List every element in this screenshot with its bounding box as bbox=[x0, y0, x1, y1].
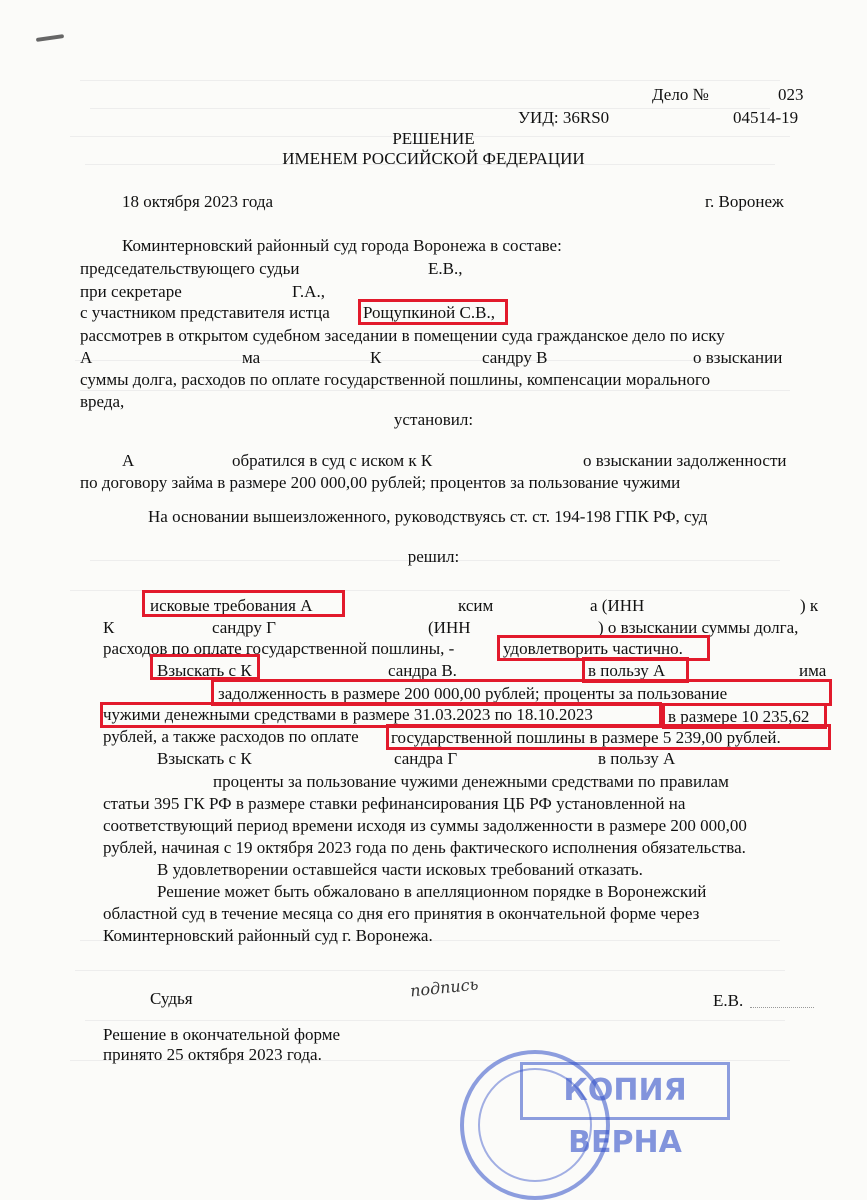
judge-signature-initials: Е.В. bbox=[713, 991, 744, 1010]
participant-name: Рощупкиной С.В., bbox=[363, 303, 495, 322]
ruling-fees-label: рублей, а также расходов по оплате bbox=[103, 727, 359, 746]
case-number-label: Дело № bbox=[652, 85, 709, 104]
case-number-tail: 023 bbox=[778, 85, 804, 104]
ruling-recover-1-favor: в пользу А bbox=[588, 661, 666, 680]
ruling-period: соответствующий период времени исходя из суммы задолженности в размере 200 000,00 bbox=[103, 816, 747, 835]
established-heading: установил: bbox=[393, 410, 474, 429]
ruling-claims: исковые требования А bbox=[150, 596, 313, 615]
parties-subject: о взыскании bbox=[693, 348, 783, 367]
established-plaintiff: А bbox=[122, 451, 135, 470]
considering-line: рассмотрев в открытом судебном заседании в помещении суда гражданское дело по иску bbox=[80, 326, 725, 345]
decision-date: 18 октября 2023 года bbox=[122, 192, 274, 211]
established-claim-end: о взыскании задолженности bbox=[583, 451, 787, 470]
decided-heading: решил: bbox=[407, 547, 460, 566]
ruling-denied: В удовлетворении оставшейся части исковых требований отказать. bbox=[157, 860, 643, 879]
ruling-interest-rules: проценты за пользование чужими денежными средствами по правилам bbox=[213, 772, 729, 791]
uid-label: УИД: 36RS0 bbox=[518, 108, 610, 127]
established-loan: по договору займа в размере 200 000,00 рублей; процентов за пользование чужими bbox=[80, 473, 681, 492]
ruling-recover-1-name: сандра В. bbox=[388, 661, 457, 680]
final-form-line-1: Решение в окончательной форме bbox=[103, 1025, 341, 1044]
ruling-defendant-tail: сандру Г bbox=[212, 618, 276, 637]
decision-city: г. Воронеж bbox=[705, 192, 784, 211]
judge-label: Судья bbox=[150, 989, 193, 1008]
participant-line: с участником представителя истца bbox=[80, 303, 330, 322]
ruling-debt: задолженность в размере 200 000,00 рублей; проценты за пользование bbox=[218, 684, 728, 703]
ruling-start: рублей, начиная с 19 октября 2023 года по день фактического исполнения обязательства. bbox=[103, 838, 746, 857]
parties-defendant: К bbox=[370, 348, 382, 367]
ruling-partial: удовлетворить частично. bbox=[503, 639, 683, 658]
judge-line: председательствующего судьи bbox=[80, 259, 300, 278]
established-claim: обратился в суд с иском к К bbox=[232, 451, 433, 470]
signature-line bbox=[750, 1006, 814, 1008]
ruling-appeal-1: Решение может быть обжаловано в апелляционном порядке в Воронежский bbox=[157, 882, 707, 901]
ruling-interest-period: чужими денежными средствами в размере 31.03.2023 по 18.10.2023 bbox=[103, 705, 593, 724]
certified-copy-stamp: КОПИЯ ВЕРНА bbox=[520, 1062, 730, 1120]
parties-defendant-tail: сандру В bbox=[482, 348, 548, 367]
handwritten-signature: подпись bbox=[409, 974, 480, 1001]
ruling-interest-amount: в размере 10 235,62 bbox=[668, 707, 810, 726]
final-form-line-2: принято 25 октября 2023 года. bbox=[103, 1045, 322, 1064]
subject-line-2: вреда, bbox=[80, 392, 125, 411]
ruling-recover-1: Взыскать с К bbox=[157, 661, 252, 680]
ruling-plaintiff-mid: ксим bbox=[458, 596, 494, 615]
ruling-defendant-inn: (ИНН bbox=[428, 618, 471, 637]
ruling-article: статьи 395 ГК РФ в размере ставки рефинансирования ЦБ РФ установленной на bbox=[103, 794, 686, 813]
ruling-recover-1-tail: има bbox=[799, 661, 827, 680]
ruling-to: ) к bbox=[800, 596, 819, 615]
established-basis: На основании вышеизложенного, руководствуясь ст. ст. 194-198 ГПК РФ, суд bbox=[148, 507, 708, 526]
ruling-fees-amount: государственной пошлины в размере 5 239,00 рублей. bbox=[391, 728, 781, 747]
secretary-line: при секретаре bbox=[80, 282, 182, 301]
ruling-defendant: К bbox=[103, 618, 115, 637]
ruling-expenses: расходов по оплате государственной пошлины, - bbox=[103, 639, 455, 658]
ruling-appeal-2: областной суд в течение месяца со дня его принятия в окончательной форме через bbox=[103, 904, 700, 923]
parties-plaintiff-tail: ма bbox=[242, 348, 261, 367]
ruling-inn: а (ИНН bbox=[590, 596, 645, 615]
ruling-subject: ) о взыскании суммы долга, bbox=[598, 618, 799, 637]
court-composition: Коминтерновский районный суд города Воронежа в составе: bbox=[122, 236, 562, 255]
ruling-recover-2-name: сандра Г bbox=[394, 749, 458, 768]
scan-mark bbox=[36, 34, 64, 42]
subject-line-1: суммы долга, расходов по оплате государственной пошлины, компенсации морального bbox=[80, 370, 711, 389]
document-subtitle: ИМЕНЕМ РОССИЙСКОЙ ФЕДЕРАЦИИ bbox=[282, 149, 585, 168]
document-title: РЕШЕНИЕ bbox=[392, 129, 475, 148]
ruling-appeal-3: Коминтерновский районный суд г. Воронежа. bbox=[103, 926, 433, 945]
ruling-recover-2-favor: в пользу А bbox=[598, 749, 676, 768]
secretary-initials: Г.А., bbox=[292, 282, 325, 301]
uid-tail: 04514-19 bbox=[733, 108, 799, 127]
judge-initials: Е.В., bbox=[428, 259, 463, 278]
parties-plaintiff: А bbox=[80, 348, 93, 367]
ruling-recover-2: Взыскать с К bbox=[157, 749, 252, 768]
